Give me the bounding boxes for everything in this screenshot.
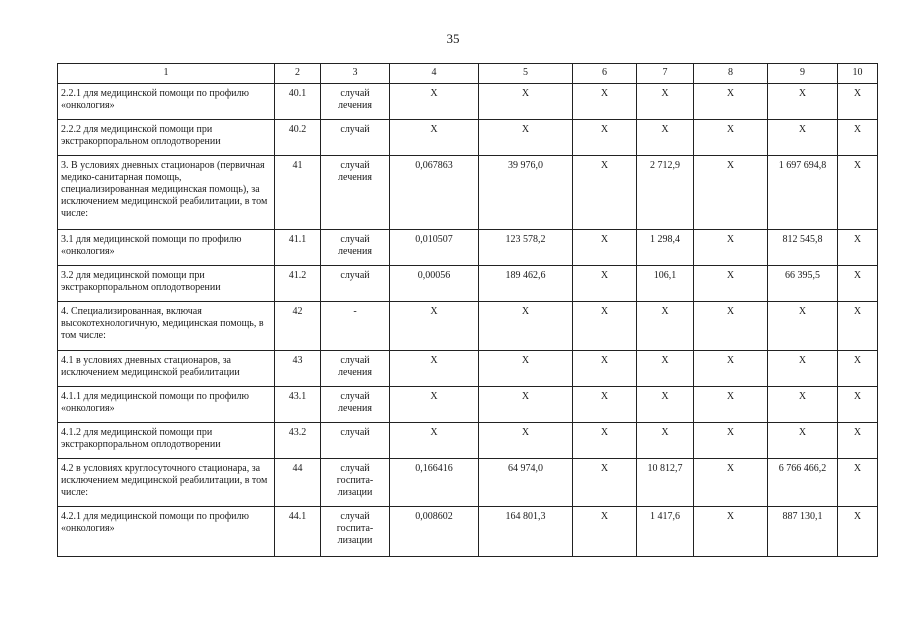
value-cell: 64 974,0	[479, 459, 573, 507]
row-unit-cell: случай лечения	[321, 84, 390, 120]
row-unit-cell: случай лечения	[321, 387, 390, 423]
value-cell: 1 697 694,8	[768, 156, 838, 230]
value-cell: Х	[838, 387, 878, 423]
row-unit-cell: случай лечения	[321, 156, 390, 230]
value-cell: Х	[637, 120, 694, 156]
column-header: 1	[58, 64, 275, 84]
table-row	[58, 351, 878, 387]
table-row	[58, 84, 878, 120]
value-cell: 10 812,7	[637, 459, 694, 507]
column-header: 4	[390, 64, 479, 84]
value-cell: Х	[694, 507, 768, 557]
value-cell: 0,010507	[390, 230, 479, 266]
value-cell: Х	[768, 387, 838, 423]
value-cell: Х	[479, 387, 573, 423]
value-cell: Х	[838, 120, 878, 156]
row-code-cell: 40.2	[275, 120, 321, 156]
value-cell: Х	[838, 156, 878, 230]
row-code-cell: 44	[275, 459, 321, 507]
row-name-cell: 2.2.2 для медицинской помощи при экстракорпоральном оплодотворении	[58, 120, 275, 156]
table-row	[58, 266, 878, 302]
row-name-cell: 4. Специализированная, включая высокотехнологичную, медицинская помощь, в том числе:	[58, 302, 275, 351]
value-cell: 164 801,3	[479, 507, 573, 557]
row-code-cell: 43.2	[275, 423, 321, 459]
value-cell: Х	[768, 351, 838, 387]
value-cell: Х	[573, 302, 637, 351]
row-unit-cell: случай	[321, 266, 390, 302]
value-cell: Х	[838, 230, 878, 266]
column-header: 6	[573, 64, 637, 84]
value-cell: Х	[390, 120, 479, 156]
row-name-cell: 3.2 для медицинской помощи при экстракорпоральном оплодотворении	[58, 266, 275, 302]
value-cell: Х	[694, 459, 768, 507]
value-cell: Х	[479, 423, 573, 459]
table-row	[58, 387, 878, 423]
value-cell: Х	[637, 351, 694, 387]
row-unit-cell: случай лечения	[321, 230, 390, 266]
table-row	[58, 507, 878, 557]
row-code-cell: 41.2	[275, 266, 321, 302]
value-cell: Х	[694, 156, 768, 230]
row-name-cell: 3. В условиях дневных стационаров (первичная медико-санитарная помощь, специализированная медицинская помощь), за исключением медицинской реабилитации, в том числе:	[58, 156, 275, 230]
value-cell: Х	[838, 423, 878, 459]
row-name-cell: 4.2 в условиях круглосуточного стационара, за исключением медицинской реабилитации, в том числе:	[58, 459, 275, 507]
value-cell: Х	[768, 120, 838, 156]
value-cell: Х	[573, 459, 637, 507]
value-cell: 0,166416	[390, 459, 479, 507]
value-cell: Х	[838, 266, 878, 302]
value-cell: 2 712,9	[637, 156, 694, 230]
row-name-cell: 4.1 в условиях дневных стационаров, за исключением медицинской реабилитации	[58, 351, 275, 387]
value-cell: Х	[390, 302, 479, 351]
row-code-cell: 44.1	[275, 507, 321, 557]
value-cell: Х	[573, 120, 637, 156]
table-row	[58, 230, 878, 266]
column-header: 8	[694, 64, 768, 84]
value-cell: Х	[573, 387, 637, 423]
column-header: 10	[838, 64, 878, 84]
value-cell: Х	[573, 423, 637, 459]
row-code-cell: 42	[275, 302, 321, 351]
value-cell: 6 766 466,2	[768, 459, 838, 507]
value-cell: 887 130,1	[768, 507, 838, 557]
row-unit-cell: случай лечения	[321, 351, 390, 387]
data-table	[57, 63, 878, 557]
value-cell: Х	[694, 302, 768, 351]
value-cell: Х	[390, 423, 479, 459]
value-cell: Х	[838, 302, 878, 351]
value-cell: Х	[573, 507, 637, 557]
value-cell: Х	[637, 423, 694, 459]
value-cell: Х	[838, 507, 878, 557]
value-cell: Х	[479, 120, 573, 156]
value-cell: Х	[390, 84, 479, 120]
column-header: 3	[321, 64, 390, 84]
value-cell: Х	[838, 459, 878, 507]
value-cell: Х	[694, 84, 768, 120]
table-row	[58, 302, 878, 351]
value-cell: Х	[573, 266, 637, 302]
table-row	[58, 423, 878, 459]
value-cell: Х	[694, 230, 768, 266]
value-cell: 189 462,6	[479, 266, 573, 302]
row-unit-cell: -	[321, 302, 390, 351]
value-cell: Х	[694, 351, 768, 387]
row-unit-cell: случай	[321, 120, 390, 156]
value-cell: 106,1	[637, 266, 694, 302]
value-cell: Х	[390, 387, 479, 423]
column-header: 7	[637, 64, 694, 84]
row-name-cell: 4.2.1 для медицинской помощи по профилю «онкология»	[58, 507, 275, 557]
value-cell: Х	[768, 302, 838, 351]
page-number: 35	[446, 31, 460, 46]
row-code-cell: 41	[275, 156, 321, 230]
value-cell: 0,00056	[390, 266, 479, 302]
value-cell: Х	[637, 387, 694, 423]
value-cell: 0,008602	[390, 507, 479, 557]
column-header: 2	[275, 64, 321, 84]
table-row	[58, 459, 878, 507]
column-header: 5	[479, 64, 573, 84]
row-code-cell: 41.1	[275, 230, 321, 266]
table-row	[58, 156, 878, 230]
value-cell: Х	[838, 84, 878, 120]
value-cell: Х	[838, 351, 878, 387]
value-cell: 812 545,8	[768, 230, 838, 266]
row-unit-cell: случай госпита-лизации	[321, 459, 390, 507]
value-cell: 1 298,4	[637, 230, 694, 266]
column-header: 9	[768, 64, 838, 84]
value-cell: Х	[573, 156, 637, 230]
row-unit-cell: случай	[321, 423, 390, 459]
value-cell: 123 578,2	[479, 230, 573, 266]
header-row	[58, 64, 878, 84]
value-cell: Х	[479, 351, 573, 387]
row-name-cell: 4.1.2 для медицинской помощи при экстракорпоральном оплодотворении	[58, 423, 275, 459]
value-cell: 39 976,0	[479, 156, 573, 230]
value-cell: Х	[637, 84, 694, 120]
row-unit-cell: случай госпита-лизации	[321, 507, 390, 557]
row-code-cell: 43.1	[275, 387, 321, 423]
value-cell: 66 395,5	[768, 266, 838, 302]
value-cell: Х	[479, 302, 573, 351]
value-cell: Х	[479, 84, 573, 120]
value-cell: Х	[573, 84, 637, 120]
value-cell: Х	[573, 230, 637, 266]
row-code-cell: 43	[275, 351, 321, 387]
row-code-cell: 40.1	[275, 84, 321, 120]
value-cell: Х	[694, 120, 768, 156]
value-cell: Х	[768, 423, 838, 459]
row-name-cell: 2.2.1 для медицинской помощи по профилю «онкология»	[58, 84, 275, 120]
value-cell: 0,067863	[390, 156, 479, 230]
row-name-cell: 4.1.1 для медицинской помощи по профилю «онкология»	[58, 387, 275, 423]
value-cell: Х	[573, 351, 637, 387]
value-cell: Х	[694, 387, 768, 423]
value-cell: Х	[390, 351, 479, 387]
table-row	[58, 120, 878, 156]
row-name-cell: 3.1 для медицинской помощи по профилю «онкология»	[58, 230, 275, 266]
value-cell: Х	[694, 423, 768, 459]
value-cell: Х	[694, 266, 768, 302]
value-cell: Х	[637, 302, 694, 351]
value-cell: Х	[768, 84, 838, 120]
value-cell: 1 417,6	[637, 507, 694, 557]
